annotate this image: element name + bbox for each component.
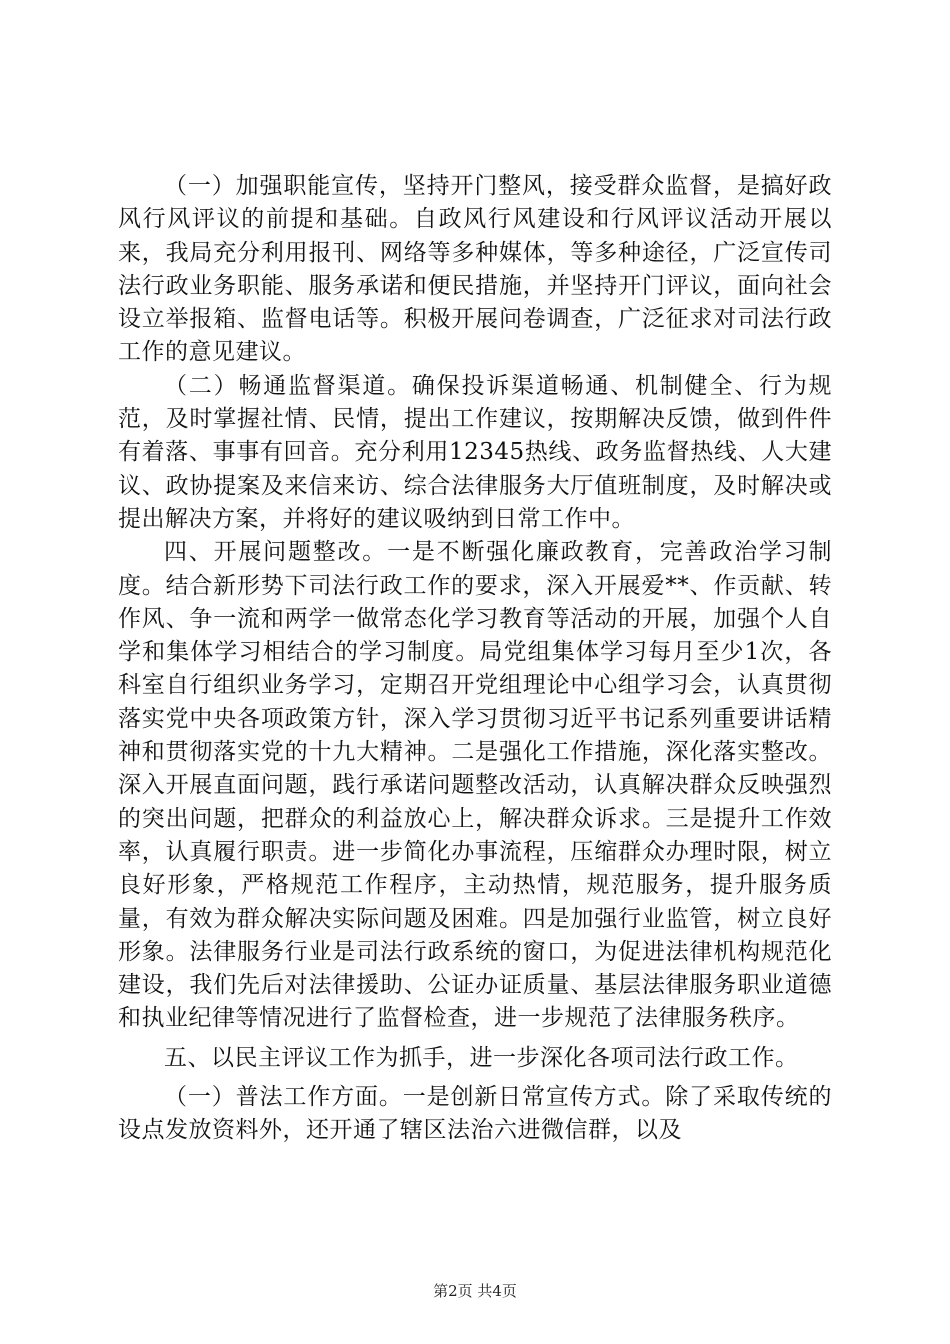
page-number-footer: 第2页 共4页 <box>433 1282 517 1300</box>
paragraph-3: 四、开展问题整改。一是不断强化廉政教育，完善政治学习制度。结合新形势下司法行政工作的要求，深入开展爱**、作贡献、转作风、争一流和两学一做常态化学习教育等活动的开展，加强个人自学和集体学习相结合的学习制度。局党组集体学习每月至少1次，各科室自行组织业务学习，定期召开党组理论中心组学习会，认真贯彻落实党中央各项政策方针，深入学习贯彻习近平书记系列重要讲话精神和贯彻落实党的十九大精神。二是强化工作措施，深化落实整改。深入开展直面问题，践行承诺问题整改活动，认真解决群众反映强烈的突出问题，把群众的利益放心上，解决群众诉求。三是提升工作效率，认真履行职责。进一步简化办事流程，压缩群众办理时限，树立良好形象，严格规范工作程序，主动热情，规范服务，提升服务质量，有效为群众解决实际问题及困难。四是加强行业监管，树立良好形象。法律服务行业是司法行政系统的窗口，为促进法律机构规范化建设，我们先后对法律援助、公证办证质量、基层法律服务职业道德和执业纪律等情况进行了监督检查，进一步规范了法律服务秩序。 <box>118 539 832 1032</box>
paragraph-1: （一）加强职能宣传，坚持开门整风，接受群众监督，是搞好政风行风评议的前提和基础。自政风行风建设和行风评议活动开展以来，我局充分利用报刊、网络等多种媒体，等多种途径，广泛宣传司法行政业务职能、服务承诺和便民措施，并坚持开门评议，面向社会设立举报箱、监督电话等。积极开展问卷调查，广泛征求对司法行政工作的意见建议。 <box>118 173 832 366</box>
paragraph-4: 五、以民主评议工作为抓手，进一步深化各项司法行政工作。 <box>164 1044 799 1071</box>
paragraph-2: （二）畅通监督渠道。确保投诉渠道畅通、机制健全、行为规范，及时掌握社情、民情，提出工作建议，按期解决反馈，做到件件有着落、事事有回音。充分利用12345热线、政务监督热线、人大建议、政协提案及来信来访、综合法律服务大厅值班制度，及时解决或提出解决方案，并将好的建议吸纳到日常工作中。 <box>118 372 832 532</box>
paragraph-5: （一）普法工作方面。一是创新日常宣传方式。除了采取传统的设点发放资料外，还开通了辖区法治六进微信群，以及 <box>118 1084 832 1144</box>
document-body <box>118 170 832 1148</box>
